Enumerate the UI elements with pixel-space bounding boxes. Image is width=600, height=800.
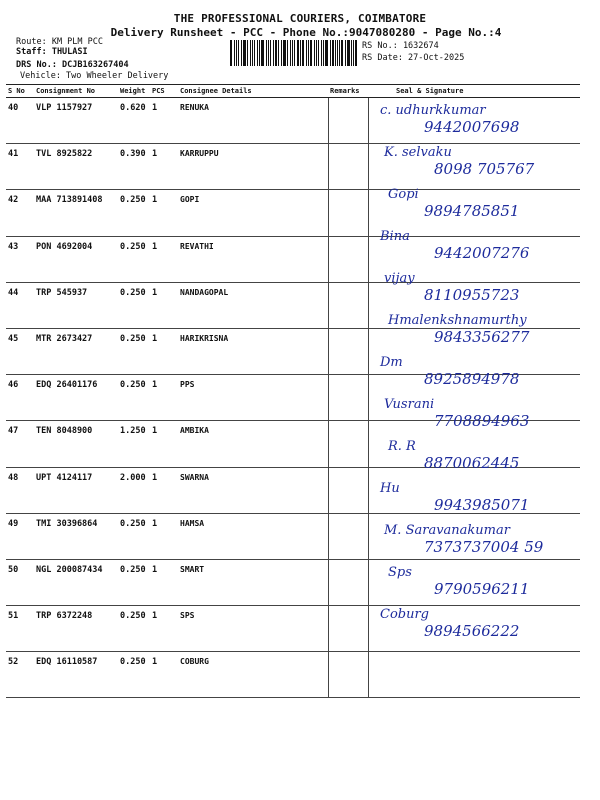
- cell-remarks: [328, 559, 368, 605]
- signature-name: Dm: [380, 355, 403, 370]
- company-title: THE PROFESSIONAL COURIERS, COIMBATORE: [173, 12, 427, 25]
- cell-consignment: TMI 30396864: [34, 513, 118, 559]
- vehicle-label: Vehicle: Two Wheeler Delivery: [20, 71, 169, 81]
- cell-consignee: KARRUPPU: [178, 144, 328, 190]
- cell-consignment: UPT 4124117: [34, 467, 118, 513]
- staff-label: Staff: THULASI: [16, 47, 88, 57]
- signature-name: K. selvaku: [384, 145, 452, 160]
- cell-pcs: 1: [150, 421, 178, 467]
- cell-consignee: SMART: [178, 559, 328, 605]
- cell-weight: 0.250: [118, 606, 150, 652]
- cell-consignment: TRP 545937: [34, 282, 118, 328]
- cell-remarks: [328, 375, 368, 421]
- cell-consignment: TVL 8925822: [34, 144, 118, 190]
- cell-pcs: 1: [150, 236, 178, 282]
- col-weight: Weight: [118, 85, 150, 98]
- cell-consignee: REVATHI: [178, 236, 328, 282]
- signature-phone: 8110955723: [424, 286, 520, 304]
- cell-consignment: TEN 8048900: [34, 421, 118, 467]
- signature-phone: 8098 705767: [434, 160, 535, 178]
- cell-pcs: 1: [150, 328, 178, 374]
- signature-phone: 9843356277: [434, 328, 530, 346]
- cell-consignee: COBURG: [178, 652, 328, 698]
- cell-consignee: RENUKA: [178, 98, 328, 144]
- signature-name: Vusrani: [384, 397, 435, 412]
- cell-pcs: 1: [150, 375, 178, 421]
- cell-sno: 42: [6, 190, 34, 236]
- route-label: Route: KM PLM PCC: [16, 37, 103, 47]
- cell-weight: 0.620: [118, 98, 150, 144]
- signature-phone: 7708894963: [434, 412, 530, 430]
- signature-name: M. Saravanakumar: [384, 523, 510, 538]
- cell-weight: 0.390: [118, 144, 150, 190]
- cell-consignee: HAMSA: [178, 513, 328, 559]
- cell-remarks: [328, 236, 368, 282]
- signature-phone: 8925894978: [424, 370, 520, 388]
- cell-sno: 40: [6, 98, 34, 144]
- cell-weight: 0.250: [118, 652, 150, 698]
- cell-sno: 44: [6, 282, 34, 328]
- cell-sno: 49: [6, 513, 34, 559]
- signature-phone: 9894785851: [424, 202, 520, 220]
- cell-consignee: GOPI: [178, 190, 328, 236]
- cell-consignment: VLP 1157927: [34, 98, 118, 144]
- cell-consignment: EDQ 26401176: [34, 375, 118, 421]
- cell-pcs: 1: [150, 513, 178, 559]
- cell-weight: 0.250: [118, 513, 150, 559]
- cell-consignment: MAA 713891408: [34, 190, 118, 236]
- signature-phone: 7373737004 59: [424, 538, 544, 556]
- cell-pcs: 1: [150, 606, 178, 652]
- barcode-image: [230, 40, 358, 66]
- rs-date: RS Date: 27-Oct-2025: [362, 53, 465, 63]
- cell-consignee: SPS: [178, 606, 328, 652]
- signature-name: Bina: [380, 229, 410, 244]
- cell-remarks: [328, 467, 368, 513]
- handwritten-signatures: [366, 96, 586, 656]
- cell-pcs: 1: [150, 467, 178, 513]
- cell-weight: 0.250: [118, 236, 150, 282]
- cell-weight: 0.250: [118, 282, 150, 328]
- col-consignment: Consignment No: [34, 85, 118, 98]
- cell-consignee: PPS: [178, 375, 328, 421]
- signature-phone: 9442007698: [424, 118, 520, 136]
- cell-consignment: EDQ 16110587: [34, 652, 118, 698]
- cell-consignee: HARIKRISNA: [178, 328, 328, 374]
- cell-consignment: MTR 2673427: [34, 328, 118, 374]
- cell-sno: 43: [6, 236, 34, 282]
- signature-name: vijay: [384, 271, 415, 286]
- cell-sno: 47: [6, 421, 34, 467]
- cell-remarks: [328, 190, 368, 236]
- cell-pcs: 1: [150, 98, 178, 144]
- cell-weight: 0.250: [118, 190, 150, 236]
- cell-pcs: 1: [150, 652, 178, 698]
- col-signature: Seal & Signature: [368, 85, 580, 98]
- cell-remarks: [328, 606, 368, 652]
- col-pcs: PCS: [150, 85, 178, 98]
- cell-consignment: NGL 200087434: [34, 559, 118, 605]
- cell-consignee: AMBIKA: [178, 421, 328, 467]
- cell-sno: 51: [6, 606, 34, 652]
- cell-sno: 50: [6, 559, 34, 605]
- cell-consignee: NANDAGOPAL: [178, 282, 328, 328]
- cell-remarks: [328, 282, 368, 328]
- table-row: [6, 652, 580, 698]
- cell-remarks: [328, 144, 368, 190]
- signature-name: Coburg: [380, 607, 430, 622]
- cell-consignee: SWARNA: [178, 467, 328, 513]
- rs-number: RS No.: 1632674: [362, 41, 439, 51]
- cell-sno: 41: [6, 144, 34, 190]
- cell-weight: 0.250: [118, 375, 150, 421]
- cell-remarks: [328, 652, 368, 698]
- cell-remarks: [328, 328, 368, 374]
- cell-sno: 45: [6, 328, 34, 374]
- signature-phone: 9943985071: [434, 496, 530, 514]
- signature-name: Hmalenkshnamurthy: [388, 313, 527, 328]
- cell-sno: 46: [6, 375, 34, 421]
- col-sno: S No: [6, 85, 34, 98]
- signature-name: R. R: [388, 439, 416, 454]
- runsheet-subtitle: Delivery Runsheet - PCC - Phone No.:9047080280 - Page No.:4: [110, 26, 502, 39]
- cell-sno: 52: [6, 652, 34, 698]
- cell-pcs: 1: [150, 144, 178, 190]
- signature-name: Sps: [388, 565, 412, 580]
- cell-weight: 0.250: [118, 328, 150, 374]
- signature-name: c. udhurkkumar: [380, 103, 486, 118]
- signature-name: Hu: [380, 481, 400, 496]
- signature-phone: 8870062445: [424, 454, 520, 472]
- cell-remarks: [328, 513, 368, 559]
- cell-sno: 48: [6, 467, 34, 513]
- cell-remarks: [328, 98, 368, 144]
- cell-pcs: 1: [150, 190, 178, 236]
- signature-name: Gopi: [388, 187, 419, 202]
- cell-weight: 1.250: [118, 421, 150, 467]
- cell-weight: 0.250: [118, 559, 150, 605]
- cell-weight: 2.000: [118, 467, 150, 513]
- cell-pcs: 1: [150, 282, 178, 328]
- col-remarks: Remarks: [328, 85, 368, 98]
- signature-phone: 9790596211: [434, 580, 530, 598]
- cell-remarks: [328, 421, 368, 467]
- col-consignee: Consignee Details: [178, 85, 328, 98]
- signature-phone: 9442007276: [434, 244, 530, 262]
- cell-pcs: 1: [150, 559, 178, 605]
- signature-phone: 9894566222: [424, 622, 520, 640]
- drs-number: DRS No.: DCJB163267404: [16, 60, 129, 70]
- cell-consignment: TRP 6372248: [34, 606, 118, 652]
- cell-signature: [368, 652, 580, 698]
- cell-consignment: PON 4692004: [34, 236, 118, 282]
